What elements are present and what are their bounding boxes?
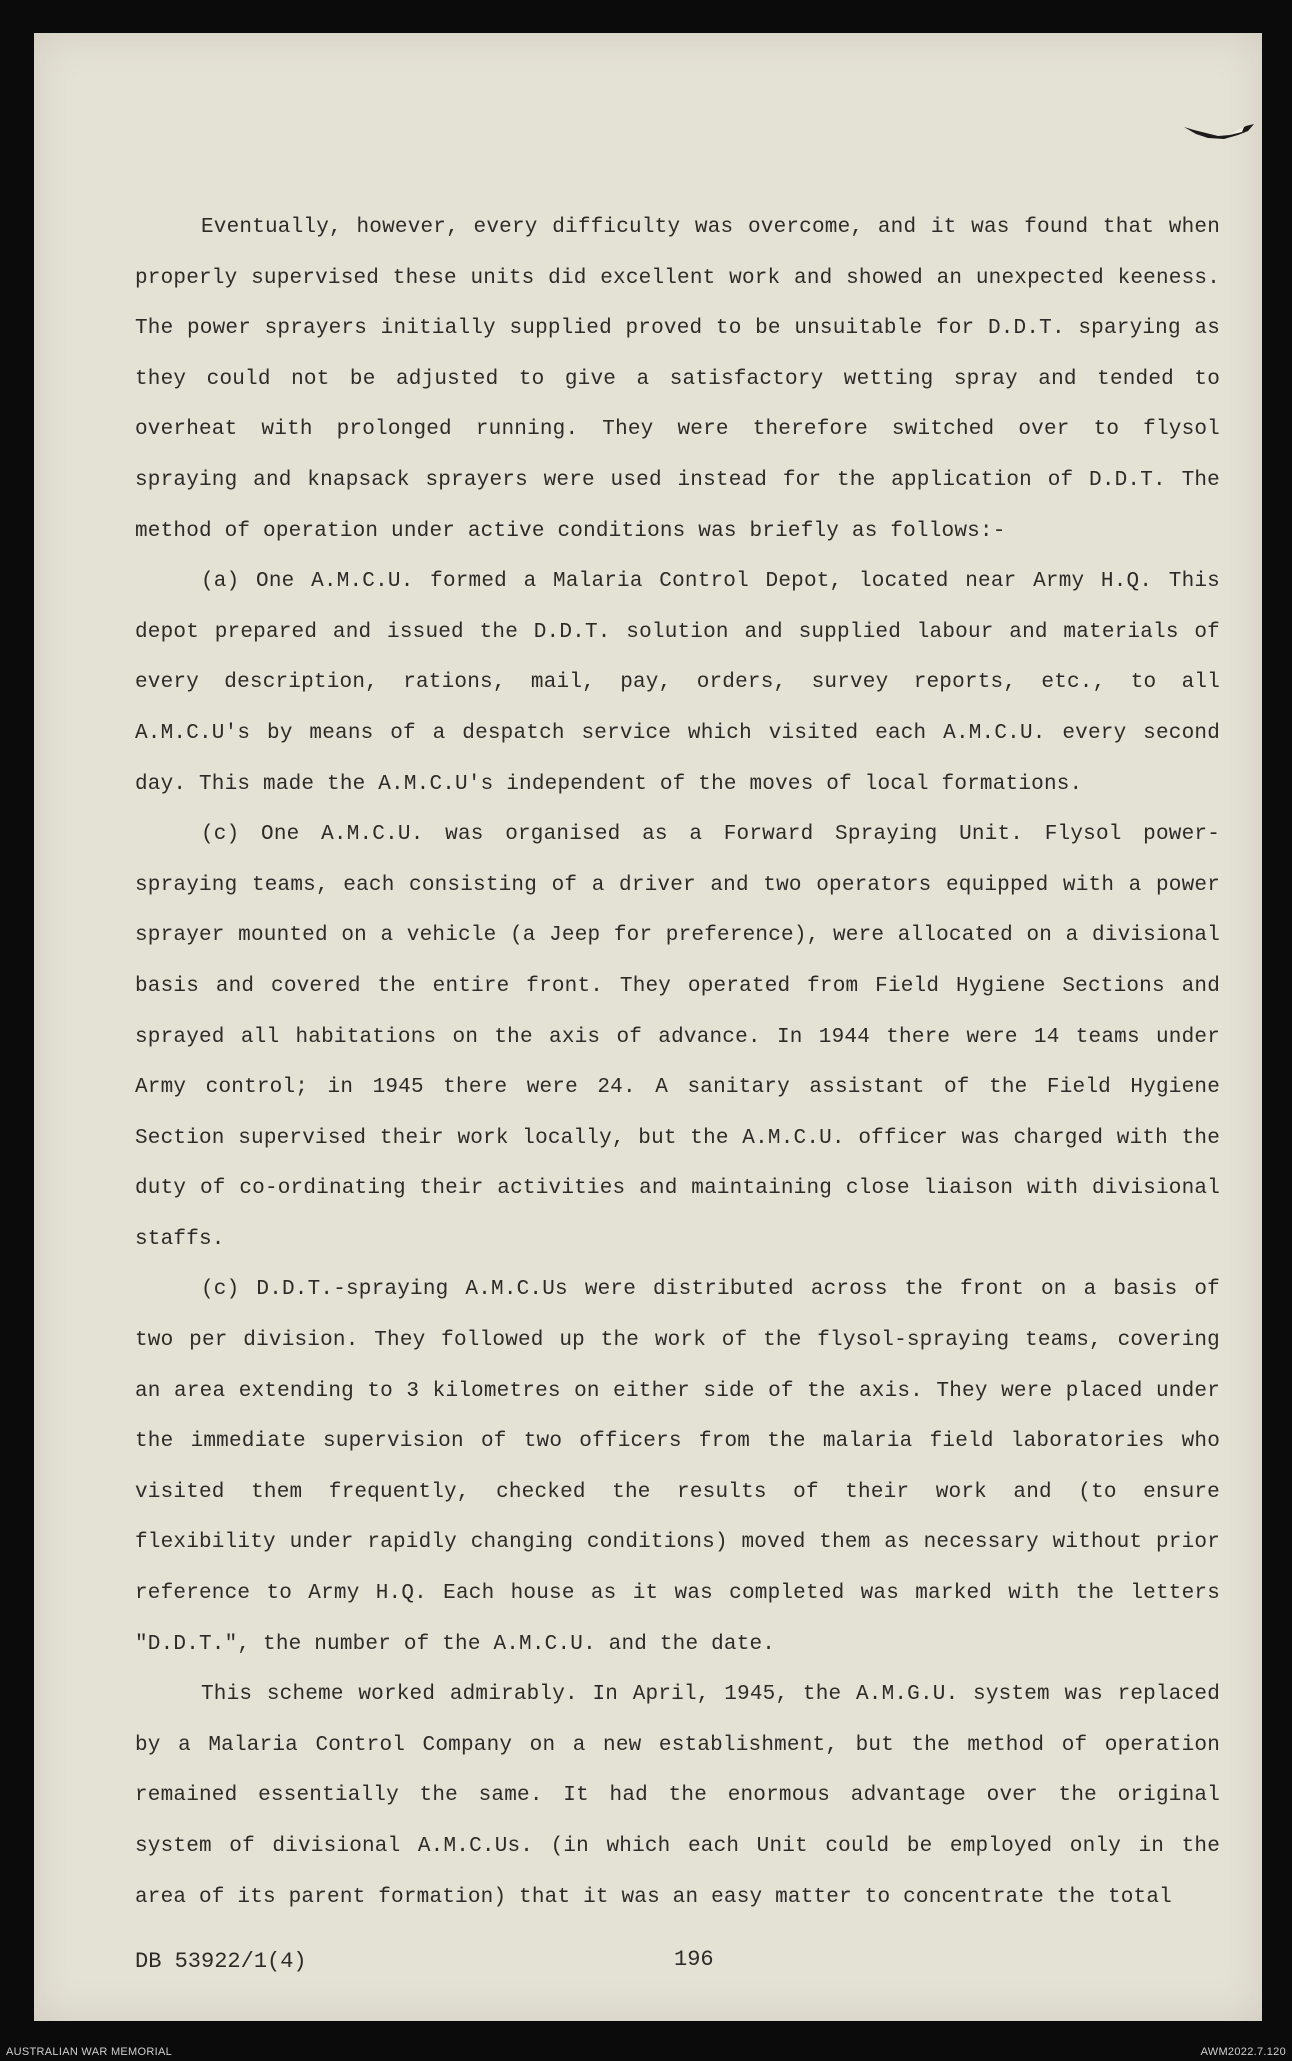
paragraph-item-a: (a) One A.M.C.U. formed a Malaria Control Depot, located near Army H.Q. This depot prepared and issued the D.D.T. solution and supplied labour and materials of every description, rations, mail, pay, orders, survey reports, etc., to all A.M.C.U's by means of a despatch service which visited each A.M.C.U. every second day. This made the A.M.C.U's independent of the moves of local formations. <box>135 570 1220 796</box>
page-number: 196 <box>674 1947 714 1972</box>
document-reference: DB 53922/1(4) <box>135 1949 307 1974</box>
document-page <box>34 33 1262 2021</box>
paragraph-item-c-forward: (c) One A.M.C.U. was organised as a Forward Spraying Unit. Flysol power-spraying teams, each consisting of a driver and two operators equipped with a power sprayer mounted on a vehicle (a Jeep for preference), were allocated on a divisional basis and covered the entire front. They operated from Field Hygiene Sections and sprayed all habitations on the axis of advance. In 1944 there were 14 teams under Army control; in 1945 there were 24. A sanitary assistant of the Field Hygiene Section supervised their work locally, but the A.M.C.U. officer was charged with the duty of co-ordinating their activities and maintaining close liaison with divisional staffs. <box>135 823 1220 1251</box>
archive-id: AWM2022.7.120 <box>1200 2046 1286 2058</box>
paragraph-intro: Eventually, however, every difficulty was overcome, and it was found that when properly supervised these units did excellent work and showed an unexpected keeness. The power sprayers initially supplied proved to be unsuitable for D.D.T. sparying as they could not be adjusted to give a satisfactory wetting spray and tended to overheat with prolonged running. They were therefore switched over to flysol spraying and knapsack sprayers were used instead for the application of D.D.T. The method of operation under active conditions was briefly as follows:- <box>135 216 1220 543</box>
body-text <box>135 203 1220 1923</box>
paper-tear-mark <box>1184 121 1254 141</box>
paragraph-scheme: This scheme worked admirably. In April, 1945, the A.M.G.U. system was replaced by a Malaria Control Company on a new establishment, but the method of operation remained essentially the same. It had the enormous advantage over the original system of divisional A.M.C.Us. (in which each Unit could be employed only in the area of its parent formation) that it was an easy matter to concentrate the total <box>135 1683 1220 1909</box>
archive-credit: AUSTRALIAN WAR MEMORIAL <box>6 2046 173 2058</box>
paragraph-item-c-ddt: (c) D.D.T.-spraying A.M.C.Us were distributed across the front on a basis of two per division. They followed up the work of the flysol-spraying teams, covering an area extending to 3 kilometres on either side of the axis. They were placed under the immediate supervision of two officers from the malaria field laboratories who visited them frequently, checked the results of their work and (to ensure flexibility under rapidly changing conditions) moved them as necessary without prior reference to Army H.Q. Each house as it was completed was marked with the letters "D.D.T.", the number of the A.M.C.U. and the date. <box>135 1278 1220 1656</box>
